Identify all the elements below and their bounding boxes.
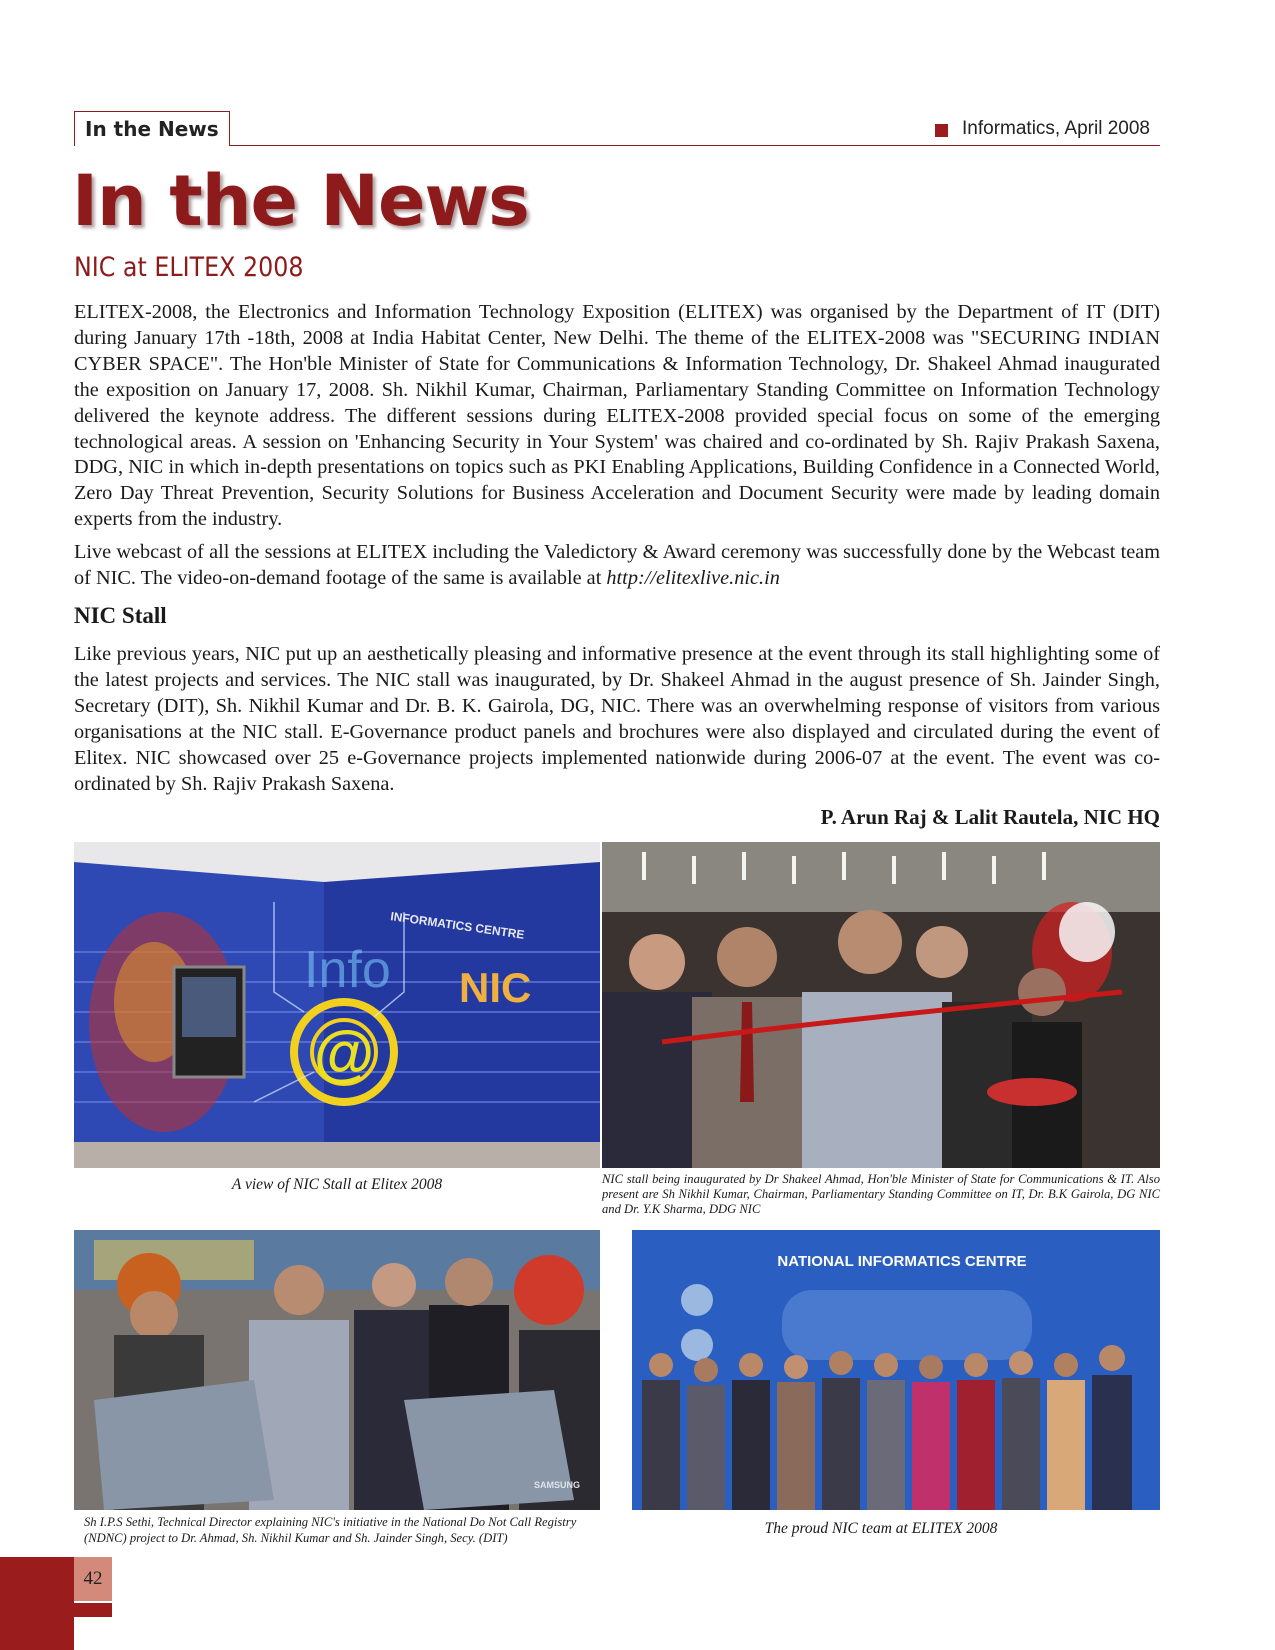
header-bullet-square — [935, 124, 948, 137]
caption-photo-4: The proud NIC team at ELITEX 2008 — [764, 1520, 998, 1537]
footer-underbar — [74, 1603, 112, 1617]
webcast-link[interactable]: http://elitexlive.nic.in — [606, 566, 780, 589]
nic-sign: NIC — [459, 964, 532, 1011]
issue-label: Informatics, April 2008 — [962, 118, 1150, 139]
nic-banner: NATIONAL INFORMATICS CENTRE — [777, 1253, 1027, 1270]
page-title: In the News — [72, 160, 529, 242]
photo-nic-stall-graphic — [74, 842, 600, 1168]
informatics-sign: INFORMATICS CENTRE — [389, 909, 526, 942]
photo-nic-team-graphic — [602, 1230, 1160, 1510]
photo-ndnc-demo-graphic — [74, 1230, 600, 1510]
body-paragraph-3: Like previous years, NIC put up an aesthetically pleasing and informative presence at the event through its stall highlighting some of the latest projects and services. The NIC stall was inaugurated, by Dr. Shakeel Ahmad in the august presence of Sh. Jainder Singh, Secretary (DIT), Sh. Nikhil Kumar and Dr. B. K. Gairola, DG, NIC. There was an overwhelming response of visitors from various organisations at the NIC stall. E-Governance product panels and brochures were also displayed and circulated during the event of Elitex. NIC showcased over 25 e-Governance projects implemented nationwide during 2006-07 at the event. The event was co-ordinated by Sh. Rajiv Prakash Saxena. — [74, 643, 1160, 795]
photo-nic-stall-view — [74, 842, 600, 1168]
monitor-brand: SAMSUNG — [534, 1480, 581, 1490]
page-number: 42 — [74, 1557, 112, 1601]
info-graphic-text: Info — [304, 941, 391, 999]
article-subtitle: NIC at ELITEX 2008 — [74, 252, 304, 283]
photo-inauguration — [602, 842, 1160, 1168]
caption-photo-2: NIC stall being inaugurated by Dr Shakeel Ahmad, Hon'ble Minister of State for Communications & IT. Also present are Sh Nikhil Kumar, Chairman, Parliamentary Standing Committee on IT, Dr. B.K Gairola, DG NIC and Dr. Y.K Sharma, DDG NIC — [602, 1172, 1160, 1216]
webcast-text: Live webcast of all the sessions at ELITEX including the Valedictory & Award ceremony was successfully done by the Webcast team of NIC. The video-on-demand footage of the same is available at — [74, 541, 1160, 589]
caption-photo-1: A view of NIC Stall at Elitex 2008 — [231, 1176, 443, 1193]
body-paragraph-1: ELITEX-2008, the Electronics and Information Technology Exposition (ELITEX) was organised by the Department of IT (DIT) during January 17th -18th, 2008 at India Habitat Center, New Delhi. The theme of the ELITEX-2008 was "SECURING INDIAN CYBER SPACE". The Hon'ble Minister of State for Communications & Information Technology, Dr. Shakeel Ahmad inaugurated the exposition on January 17, 2008. Sh. Nikhil Kumar, Chairman, Parliamentary Standing Committee on Information Technology delivered the keynote address. The different sessions during ELITEX-2008 provided special focus on some of the emerging technological areas. A session on 'Enhancing Security in Your System' was chaired and co-ordinated by Sh. Rajiv Prakash Saxena, DDG, NIC in which in-depth presentations on topics such as PKI Enabling Applications, Building Confidence in a Connected World, Zero Day Threat Prevention, Security Solutions for Business Acceleration and Document Security were made by leading domain experts from the industry. — [74, 301, 1160, 531]
photo-ndnc-demo — [74, 1230, 600, 1510]
section-heading-nic-stall: NIC Stall — [74, 603, 167, 628]
footer-color-block — [0, 1557, 74, 1650]
at-sign-graphic: @ — [313, 1019, 375, 1088]
photo-nic-team — [602, 1230, 1160, 1510]
section-tag: In the News — [74, 111, 230, 146]
photo-inauguration-graphic — [602, 842, 1160, 1168]
header-rule — [74, 145, 1160, 146]
body-paragraph-2 — [74, 540, 1160, 592]
caption-photo-3: Sh I.P.S Sethi, Technical Director explaining NIC's initiative in the National Do Not Call Registry (NDNC) project to Dr. Ahmad, Sh. Nikhil Kumar and Sh. Jainder Singh, Secy. (DIT) — [84, 1515, 577, 1545]
author-byline: P. Arun Raj & Lalit Rautela, NIC HQ — [820, 805, 1160, 829]
